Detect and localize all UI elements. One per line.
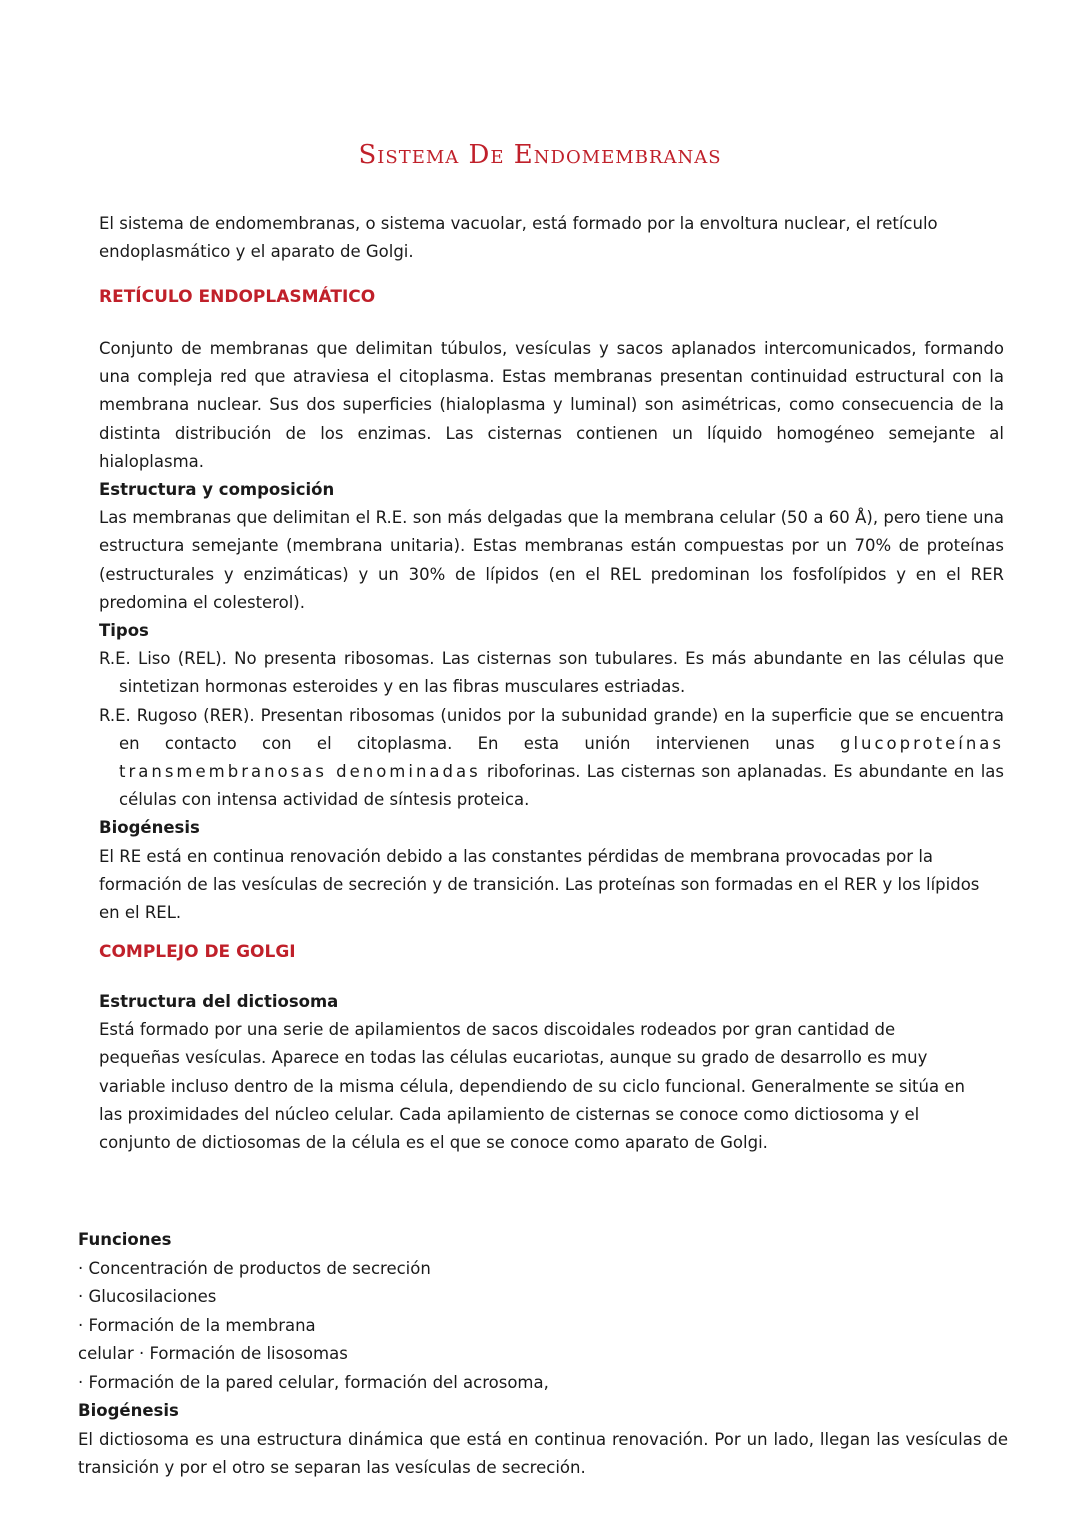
function-item: celular · Formación de lisosomas [78,1344,348,1363]
golgi-biogenesis-text: El dictiosoma es una estructura dinámica que está en continua renovación. Por un lado, llegan las vesículas de transición y por el otro se separan las vesículas de secreción. [78,1429,1008,1477]
golgi-biogenesis-heading: Biogénesis [78,1401,179,1420]
re-type-rugoso [99,702,1004,815]
re-type-rugoso-a: R.E. Rugoso (RER). Presentan ribosomas (unidos por la subunidad grande) en la superficie que se encuentra en contacto con el citoplasma. En esta unión intervienen unas [99,705,1004,753]
golgi-structure-text: Está formado por una serie de apilamientos de sacos discoidales rodeados por gran cantidad de pequeñas vesículas. Aparece en todas las células eucariotas, aunque su grado de desarrollo es muy variable incluso dentro de la misma célula, dependiendo de su ciclo funcional. Generalmente se sitúa en las proximidades del núcleo celular. Cada apilamiento de cisternas se conoce como dictiosoma y el conjunto de dictiosomas de la célula es el que se conoce como aparato de Golgi. [99,1020,965,1153]
re-heading: RETÍCULO ENDOPLASMÁTICO [99,287,376,307]
re-structure-heading: Estructura y composición [99,480,335,500]
re-type-liso: R.E. Liso (REL). No presenta ribosomas. Las cisternas son tubulares. Es más abundante en las células que sintetizan hormonas esteroides y en las fibras musculares estriadas. [99,649,1004,697]
golgi-functions [78,1226,1008,1483]
re-type-rugoso-b: glucoproteínas transmembranosas denominadas [119,733,1005,782]
function-item: · Formación de la pared celular, formación del acrosoma, [78,1372,549,1392]
golgi-heading: COMPLEJO DE GOLGI [99,942,296,962]
golgi-structure [99,988,979,1157]
function-item: · Formación de la membrana [78,1315,316,1335]
re-description: Conjunto de membranas que delimitan túbulos, vesículas y sacos aplanados intercomunicados, formando una compleja red que atraviesa el citoplasma. Estas membranas presentan continuidad estructural con la membrana nuclear. Sus dos superficies (hialoplasma y luminal) son asimétricas, como consecuencia de la distinta distribución de los enzimas. Las cisternas contienen un líquido homogéneo semejante al hialoplasma. [99,339,1004,471]
intro-paragraph: El sistema de endomembranas, o sistema vacuolar, está formado por la envoltura nuclear, el retículo endoplasmático y el aparato de Golgi. [99,214,938,262]
re-type-rugoso-c: riboforinas. Las cisternas son aplanadas. Es abundante en las células con intensa actividad de síntesis proteica. [119,762,1004,810]
re-biogenesis-text: El RE está en continua renovación debido a las constantes pérdidas de membrana provocadas por la formación de las vesículas de secreción y de transición. Las proteínas son formadas en el RER y los lípidos en el REL. [99,846,980,923]
function-item: · Glucosilaciones [78,1287,217,1306]
golgi-structure-heading: Estructura del dictiosoma [99,992,339,1011]
function-item: · Concentración de productos de secreción [78,1258,431,1278]
re-types-heading: Tipos [99,621,149,641]
golgi-functions-heading: Funciones [78,1230,172,1249]
re-section [99,335,1004,927]
page-title: Sistema De Endomembranas [358,140,722,170]
re-biogenesis-heading: Biogénesis [99,818,200,838]
re-structure-text: Las membranas que delimitan el R.E. son más delgadas que la membrana celular (50 a 60 Å), pero tiene una estructura semejante (membrana unitaria). Estas membranas están compuestas por un 70% de proteínas (estructurales y enzimáticas) y un 30% de lípidos (en el REL predominan los fosfolípidos y en el RER predomina el colesterol). [99,508,1004,612]
